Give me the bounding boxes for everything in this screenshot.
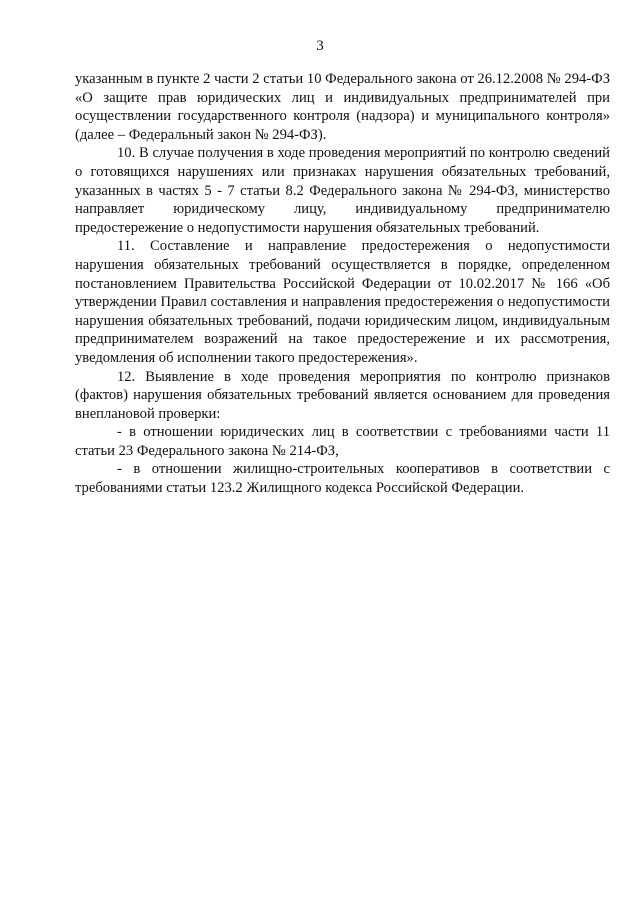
list-item-legal-entities: - в отношении юридических лиц в соответствии с требованиями части 11 статьи 23 Федерального закона № 214-ФЗ,: [75, 424, 610, 459]
paragraph-11: 11. Составление и направление предостережения о недопустимости нарушения обязательных требований осуществляется в порядке, определенном постановлением Правительства Российской Федерации от 10.02.2017 № 166 «Об утверждении Правил составления и направления предостережения о недопустимости нарушения обязательных требований, подачи юридическим лицом, индивидуальным предпринимателем возражений на такое предостережение и их рассмотрения, уведомления об исполнении такого предостережения».: [75, 238, 610, 366]
paragraph-10: 10. В случае получения в ходе проведения мероприятий по контролю сведений о готовящихся нарушениях или признаках нарушения обязательных требований, указанных в частях 5 - 7 статьи 8.2 Федерального закона № 294-ФЗ, министерство направляет юридическому лицу, индивидуальному предпринимателю предостережение о недопустимости нарушения обязательных требований.: [75, 145, 610, 236]
paragraph-12: 12. Выявление в ходе проведения мероприятия по контролю признаков (фактов) нарушения обязательных требований является основанием для проведения внеплановой проверки:: [75, 368, 610, 422]
page-number: 3: [316, 38, 324, 54]
list-item-housing-cooperatives: - в отношении жилищно-строительных кооперативов в соответствии с требованиями статьи 123.2 Жилищного кодекса Российской Федерации.: [75, 461, 610, 497]
document-body: [75, 70, 610, 498]
paragraph-continuation: указанным в пункте 2 части 2 статьи 10 Федерального закона от 26.12.2008 № 294-ФЗ «О защите прав юридических лиц и индивидуальных предпринимателей при осуществлении государственного контроля (надзора) и муниципального контроля» (далее – Федеральный закон № 294-ФЗ).: [75, 71, 610, 143]
